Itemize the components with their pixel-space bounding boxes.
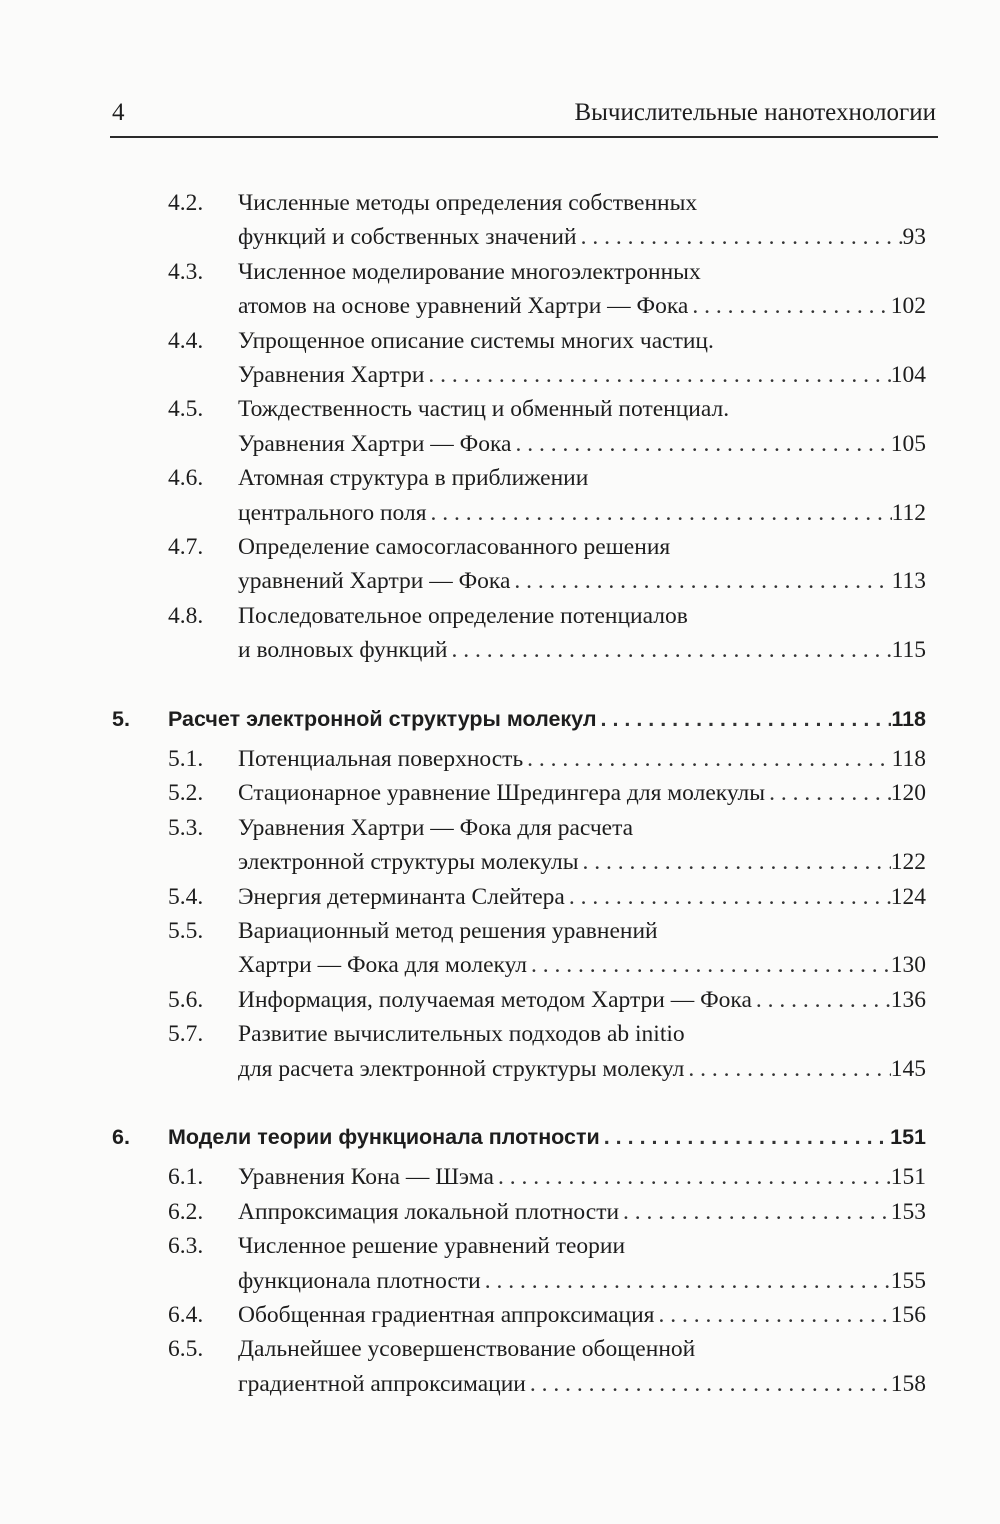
dot-leader (427, 496, 892, 530)
toc-entry-line-with-page (238, 1195, 926, 1229)
toc-entry-number: 6.4. (168, 1302, 204, 1328)
dot-leader (565, 880, 891, 914)
toc-entry-number: 5.1. (168, 746, 204, 772)
toc-page-number: 93 (902, 224, 926, 251)
toc-page-number: 112 (891, 499, 926, 526)
toc-entry-line-with-page (238, 948, 926, 982)
toc-entry-line (238, 1229, 926, 1263)
dot-leader (654, 1298, 890, 1332)
toc-entry-line-with-page (238, 880, 926, 914)
toc-entry-title: для расчета электронной структуры молекул (238, 1055, 685, 1082)
toc-entry-title: функций и собственных значений (238, 224, 577, 251)
dot-leader (597, 702, 892, 736)
toc-page-number: 155 (890, 1267, 926, 1294)
dot-leader (526, 1367, 891, 1401)
dot-leader (510, 564, 891, 598)
dot-leader (481, 1264, 891, 1298)
toc-entry-line-with-page (238, 427, 926, 461)
toc-entry-title: Потенциальная поверхность (238, 746, 524, 772)
toc-page-number: 104 (890, 362, 926, 388)
toc-entry-number: 5. (112, 706, 130, 731)
toc-entry-title: Численное моделирование многоэлектронных (238, 258, 701, 285)
toc-entry-line-with-page (238, 289, 926, 323)
toc-entry-line-with-page (238, 1298, 926, 1332)
toc-entry-line-with-page (238, 1052, 926, 1086)
toc-entry-title: Вариационный метод решения уравнений (238, 918, 658, 944)
toc-entry-line (238, 530, 926, 564)
toc-entry-line (238, 1332, 926, 1366)
toc-page-number: 156 (890, 1302, 926, 1328)
toc-entry-line-with-page (238, 1160, 926, 1194)
dot-leader (511, 427, 890, 461)
toc-entry-line (238, 461, 926, 495)
toc-entry-number: 4.5. (168, 396, 204, 423)
toc-entry-line-with-page (238, 1367, 926, 1401)
toc-page-number: 151 (890, 1164, 926, 1191)
toc-entry-line (238, 324, 926, 358)
toc-entry-line-with-page (238, 983, 926, 1017)
running-header (110, 96, 938, 138)
dot-leader (577, 220, 903, 254)
dot-leader (527, 948, 891, 982)
dot-leader (688, 289, 890, 323)
toc-entry-line (238, 392, 926, 426)
toc-page-number: 115 (891, 637, 926, 664)
dot-leader (619, 1195, 891, 1229)
toc-entry-number: 4.7. (168, 534, 204, 560)
toc-entry-line-with-page (238, 776, 926, 810)
toc-page-number: 130 (890, 952, 926, 979)
toc-entry-title: Определение самосогласованного решения (238, 534, 671, 560)
toc-entry-title: Уравнения Хартри (238, 362, 425, 388)
toc-page-number: 151 (890, 1125, 926, 1149)
dot-leader (579, 845, 891, 879)
toc-entry-title: Последовательное определение потенциалов (238, 602, 688, 629)
toc-entry-line-with-page (238, 358, 926, 392)
toc-entry-title: Уравнения Кона — Шэма (238, 1164, 494, 1191)
toc-entry-number: 4.2. (168, 190, 204, 216)
toc-entry-title: Расчет электронной структуры молекул (168, 706, 597, 731)
toc-entry-line-with-page (238, 220, 926, 254)
toc-entry-number: 6.3. (168, 1233, 204, 1260)
toc-page-number: 122 (890, 849, 926, 876)
toc-entry-title: уравнений Хартри — Фока (238, 568, 511, 595)
dot-leader (600, 1120, 890, 1154)
toc-entry-title: Обобщенная градиентная аппроксимация (238, 1302, 655, 1328)
toc-entry-title: Упрощенное описание системы многих частиц. (238, 327, 714, 354)
toc-entry-title: Информация, получаемая методом Хартри — Фока (238, 986, 752, 1013)
toc-entry-title: электронной структуры молекулы (238, 849, 579, 876)
dot-leader (424, 358, 890, 392)
toc-entry-line-with-page (238, 633, 926, 667)
dot-leader (684, 1052, 890, 1086)
toc-entry-line (238, 186, 926, 220)
toc-entry-number: 6.2. (168, 1198, 204, 1225)
toc-entry-line-with-page (168, 1120, 926, 1154)
toc-entry-title: Энергия детерминанта Слейтера (238, 883, 565, 910)
toc-page-number: 153 (890, 1198, 926, 1225)
toc-entry-line-with-page (238, 845, 926, 879)
toc-entry-line (238, 255, 926, 289)
toc-entry-title: Модели теории функционала плотности (168, 1125, 600, 1149)
toc-entry-title: Развитие вычислительных подходов ab initio (238, 1021, 685, 1048)
toc-entry-number: 4.8. (168, 602, 204, 629)
toc-entry-line-with-page (168, 702, 926, 736)
toc-entry-line (238, 914, 926, 948)
toc-entry-title: центрального поля (238, 499, 427, 526)
toc-entry-title: Уравнения Хартри — Фока (238, 430, 512, 457)
toc-entry-title: Численное решение уравнений теории (238, 1233, 626, 1260)
dot-leader (752, 983, 891, 1017)
dot-leader (765, 776, 891, 810)
toc-entry-title: Хартри — Фока для молекул (238, 952, 528, 979)
toc-page-number: 118 (891, 706, 926, 731)
toc-entry-title: Стационарное уравнение Шредингера для молекулы (238, 780, 766, 807)
toc-entry-title: Тождественность частиц и обменный потенциал. (238, 396, 730, 423)
toc-page-number: 105 (890, 430, 926, 457)
toc-entry-number: 4.3. (168, 258, 204, 285)
toc-entry-title: Аппроксимация локальной плотности (238, 1198, 620, 1225)
dot-leader (523, 742, 891, 776)
toc-entry-line (238, 599, 926, 633)
toc-page-number: 158 (890, 1370, 926, 1397)
toc-entry-line-with-page (238, 564, 926, 598)
dot-leader (448, 633, 892, 667)
toc-entry-title: Дальнейшее усовершенствование обощенной (238, 1336, 696, 1363)
toc-entry-title: Численные методы определения собственных (238, 190, 698, 216)
toc-entry-number: 6. (112, 1125, 130, 1149)
toc-entry-line (238, 1017, 926, 1051)
toc-page-number: 102 (890, 293, 926, 320)
toc-page-number: 145 (890, 1055, 926, 1082)
dot-leader (494, 1160, 891, 1194)
running-title: Вычислительные нанотехнологии (574, 99, 936, 126)
toc-page-number: 136 (890, 986, 926, 1013)
toc-entry-number: 5.4. (168, 883, 204, 910)
toc-entry-line-with-page (238, 1264, 926, 1298)
toc-entry-line (238, 811, 926, 845)
toc-entry-title: градиентной аппроксимации (238, 1370, 526, 1397)
toc-page-number: 113 (891, 568, 926, 595)
toc-entry-number: 5.6. (168, 986, 204, 1013)
toc-entry-number: 5.5. (168, 918, 204, 944)
toc-entry-line-with-page (238, 496, 926, 530)
toc-page-number: 118 (891, 746, 926, 772)
toc-entry-number: 6.5. (168, 1336, 204, 1363)
toc-entry-title: атомов на основе уравнений Хартри — Фока (238, 293, 689, 320)
toc-page-number: 124 (890, 883, 926, 910)
toc-entry-number: 4.6. (168, 465, 204, 492)
toc-entry-number: 6.1. (168, 1164, 204, 1191)
toc-entry-title: Уравнения Хартри — Фока для расчета (238, 814, 634, 841)
toc-entry-number: 5.3. (168, 814, 204, 841)
toc-entry-title: Атомная структура в приближении (238, 465, 589, 492)
toc-entry-number: 5.2. (168, 780, 204, 807)
toc-page-number: 120 (890, 780, 926, 807)
page-number: 4 (112, 99, 125, 126)
toc-entry-title: функционала плотности (238, 1267, 481, 1294)
toc-entry-line-with-page (238, 742, 926, 776)
toc-entry-title: и волновых функций (238, 637, 448, 664)
toc-entry-number: 5.7. (168, 1021, 204, 1048)
toc-entry-number: 4.4. (168, 327, 204, 354)
